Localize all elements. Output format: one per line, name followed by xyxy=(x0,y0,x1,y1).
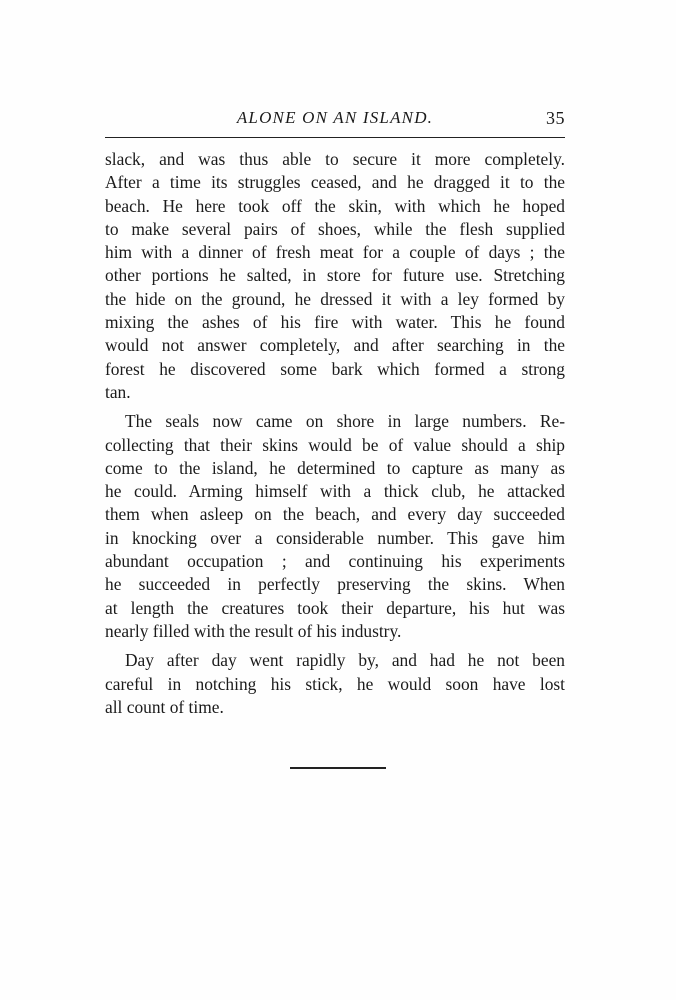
text-line: nearly filled with the result of his industry. xyxy=(105,620,402,641)
page-number: 35 xyxy=(546,108,565,128)
running-head xyxy=(105,106,565,134)
text-line: all count of time. xyxy=(105,696,224,717)
text-line: slack, and was thus able to secure it more completely. xyxy=(105,149,565,169)
section-end-rule xyxy=(290,767,386,769)
header-rule xyxy=(105,137,565,138)
paragraph xyxy=(105,148,565,404)
text-line: in knocking over a considerable number. This gave him xyxy=(105,527,565,548)
text-line: to make several pairs of shoes, while the flesh supplied xyxy=(105,218,565,239)
text-line: collecting that their skins would be of value should a ship xyxy=(105,434,565,455)
text-line: he succeeded in perfectly preserving the skins. When xyxy=(105,574,565,595)
text-line: tan. xyxy=(105,381,131,402)
text-line: After a time its struggles ceased, and he dragged it to the xyxy=(105,172,565,193)
running-title: ALONE ON AN ISLAND. xyxy=(236,108,434,127)
paragraph xyxy=(105,649,565,719)
text-line: forest he discovered some bark which formed a strong xyxy=(105,358,565,379)
text-line: come to the island, he determined to capture as many as xyxy=(105,457,565,478)
text-line: at length the creatures took their departure, his hut was xyxy=(105,597,565,618)
text-line: would not answer completely, and after searching in the xyxy=(105,335,565,356)
text-line: he could. Arming himself with a thick club, he attacked xyxy=(105,481,565,502)
text-line: careful in notching his stick, he would soon have lost xyxy=(105,673,565,694)
text-line: Day after day went rapidly by, and had he not been xyxy=(125,650,565,671)
text-line: mixing the ashes of his fire with water. This he found xyxy=(105,312,565,333)
text-line: them when asleep on the beach, and every day succeeded xyxy=(105,504,565,525)
text-line: abundant occupation ; and continuing his experiments xyxy=(105,551,565,572)
text-line: him with a dinner of fresh meat for a couple of days ; the xyxy=(105,242,565,263)
paragraph xyxy=(105,410,565,643)
text-line: beach. He here took off the skin, with which he hoped xyxy=(105,195,565,216)
text-line: The seals now came on shore in large numbers. Re- xyxy=(125,411,565,432)
body-text xyxy=(105,148,565,725)
text-line: other portions he salted, in store for future use. Stretching xyxy=(105,265,565,286)
text-line: the hide on the ground, he dressed it with a ley formed by xyxy=(105,288,565,309)
